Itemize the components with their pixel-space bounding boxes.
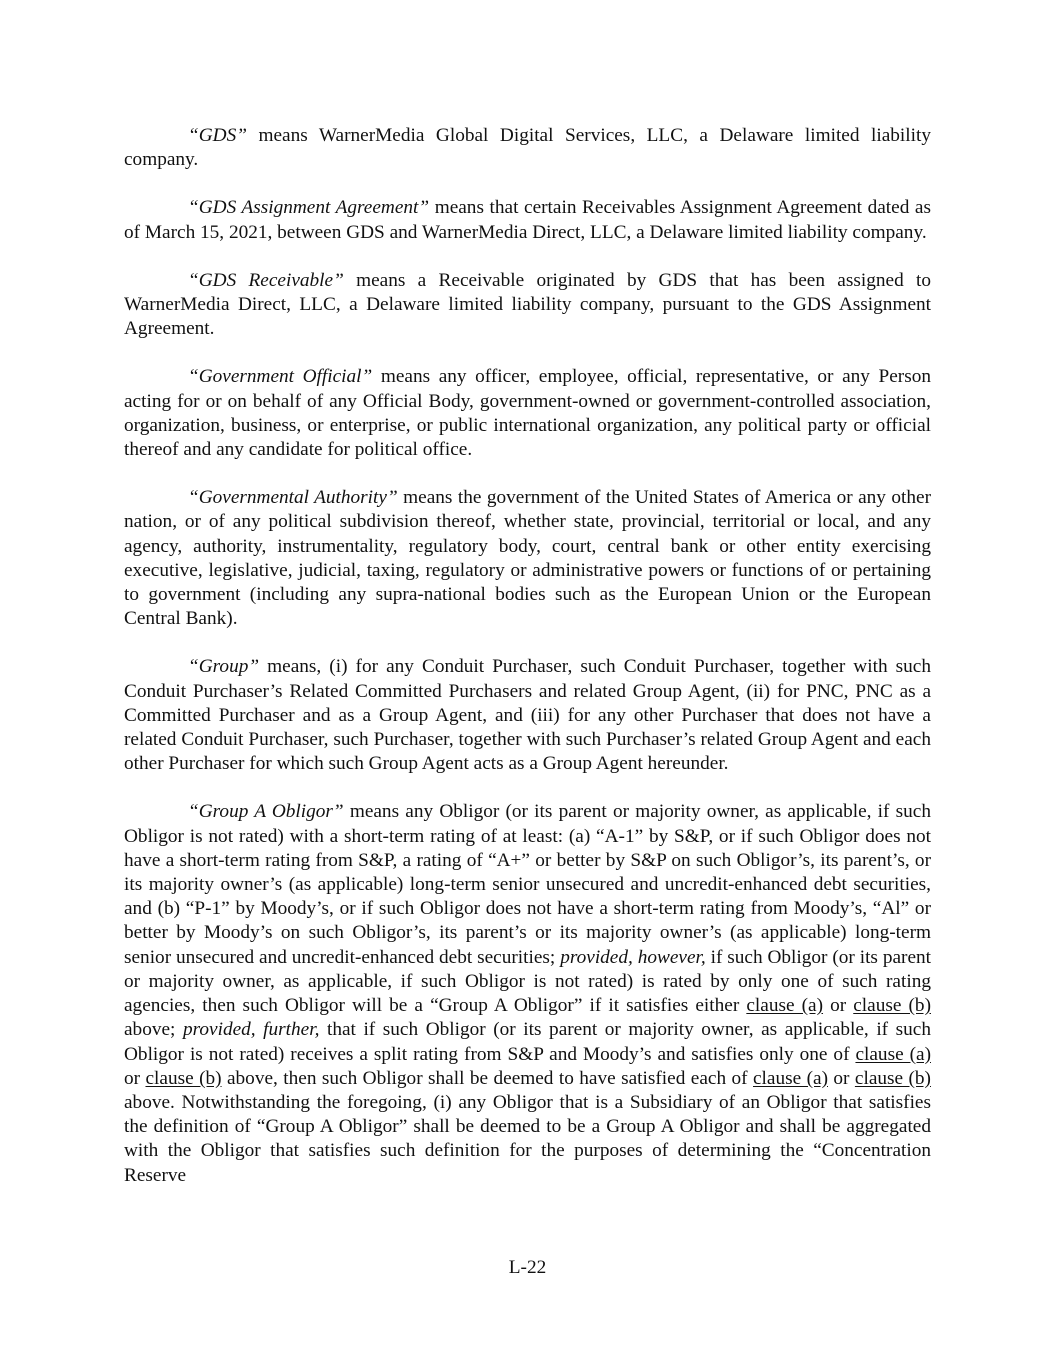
- definition-text: means WarnerMedia Global Digital Services, LLC, a Delaware limited liability company.: [124, 125, 931, 171]
- clause-a-reference: clause (a): [753, 1067, 828, 1089]
- definition-text: above, then such Obligor shall be deemed to have satisfied each of: [221, 1067, 753, 1089]
- conjunction: or: [124, 1067, 146, 1089]
- definition-text: means that certain Receivables Assignment Agreement dated as of March 15, 2021, between GDS and WarnerMedia Direct, LLC, a Delaware limited liability company.: [124, 197, 931, 243]
- definition-gds: [124, 124, 931, 172]
- definition-text: if such Obligor (or its parent or majority owner, as applicable, if such Obligor is not rated) is rated by only one of such rating agencies, then such Obligor will be a “Group A Obligor” if it satisfies either: [124, 946, 931, 1017]
- definition-governmental-authority: [124, 486, 931, 631]
- definition-group-a-obligor: [124, 800, 931, 1187]
- defined-term: “Group”: [188, 656, 260, 678]
- definition-government-official: [124, 365, 931, 462]
- defined-term: “Government Official”: [188, 366, 373, 388]
- definition-gds-receivable: [124, 269, 931, 342]
- definition-text: that if such Obligor (or its parent or majority owner, as applicable, if such Obligor is not rated) receives a split rating from S&P and Moody’s and satisfies only one of: [124, 1019, 931, 1065]
- document-body: [124, 124, 931, 1188]
- definition-text: means a Receivable originated by GDS that has been assigned to WarnerMedia Direct, LLC, a Delaware limited liability company, pursuant to the GDS Assignment Agreement.: [124, 269, 932, 340]
- clause-b-reference: clause (b): [145, 1067, 222, 1089]
- defined-term: “Group A Obligor”: [188, 801, 344, 823]
- defined-term: “GDS”: [188, 125, 247, 146]
- definition-text: above. Notwithstanding the foregoing, (i) any Obligor that is a Subsidiary of an Obligor that satisfies the definition of “Group A Obligor” shall be deemed to be a Group A Obligor and shall be aggregated with the Obligor that satisfies such definition for the purposes of determining the “Concentration Reserve: [124, 1091, 931, 1186]
- clause-a-reference: clause (a): [855, 1043, 931, 1065]
- definition-group: [124, 655, 931, 776]
- clause-b-reference: clause (b): [853, 995, 931, 1017]
- definition-text: above;: [124, 1019, 183, 1041]
- defined-term: “GDS Receivable”: [188, 269, 344, 291]
- definition-text: means any officer, employee, official, representative, or any Person acting for or on behalf of any Official Body, government-owned or government-controlled association, organization, business, or enterprise, or public international organization, any political party or official thereof and any candidate for political office.: [124, 366, 931, 461]
- defined-term: “Governmental Authority”: [188, 487, 398, 509]
- clause-a-reference: clause (a): [746, 995, 824, 1017]
- conjunction: or: [828, 1067, 855, 1089]
- conjunction: or: [823, 995, 854, 1017]
- definition-text: means any Obligor (or its parent or majority owner, as applicable, if such Obligor is not rated) with a short-term rating of at least: (a) “A-1” by S&P, or if such Obligor does not have a short-term rating from S&P, a rating of “A+” or better by S&P on such Obligor’s, its parent’s, or its majority owner’s (as applicable) long-term senior unsecured and uncredit-enhanced debt securities, and (b) “P-1” by Moody’s, or if such Obligor does not have a short-term rating from Moody’s, “Al” or better by Moody’s on such Obligor’s, its parent’s or its majority owner’s (as applicable) long-term senior unsecured and uncredit-enhanced debt securities;: [124, 801, 931, 968]
- definition-text: means, (i) for any Conduit Purchaser, such Conduit Purchaser, together with such Conduit Purchaser’s Related Committed Purchasers and related Group Agent, (ii) for PNC, PNC as a Committed Purchaser and as a Group Agent, and (iii) for any other Purchaser that does not have a related Conduit Purchaser, such Purchaser, together with such Purchaser’s related Group Agent and each other Purchaser for which such Group Agent acts as a Group Agent hereunder.: [124, 656, 931, 775]
- defined-term: “GDS Assignment Agreement”: [188, 197, 430, 219]
- page-number: L-22: [508, 1257, 547, 1278]
- proviso-however: provided, however,: [560, 946, 706, 968]
- definition-gds-assignment-agreement: [124, 196, 931, 244]
- clause-b-reference: clause (b): [854, 1067, 931, 1089]
- proviso-further: provided, further,: [182, 1019, 320, 1041]
- definition-text: means the government of the United States of America or any other nation, or of any political subdivision thereof, whether state, provincial, territorial or local, and any agency, authority, instrumentality, regulatory body, court, central bank or other entity exercising executive, legislative, judicial, taxing, regulatory or administrative powers or functions of or pertaining to government (including any supra-national bodies such as the European Union or the European Central Bank).: [124, 487, 931, 630]
